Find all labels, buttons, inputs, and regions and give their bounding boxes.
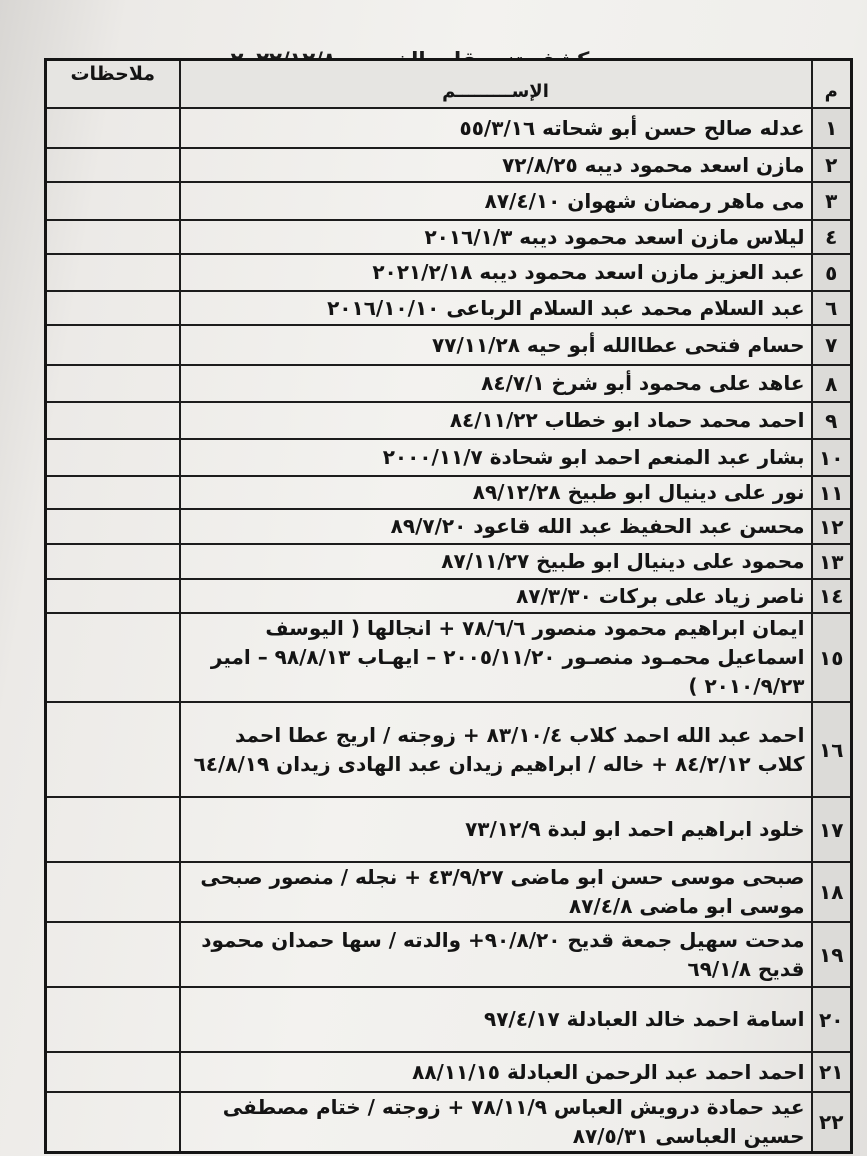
- table-row: [46, 108, 852, 148]
- row-number: ١٠: [812, 439, 852, 476]
- row-notes: [46, 579, 180, 613]
- column-header-name: الإســـــــــم: [180, 60, 812, 109]
- row-number: ١٢: [812, 509, 852, 544]
- column-header-notes: ملاحظات: [46, 60, 180, 109]
- row-notes: [46, 220, 180, 254]
- row-name: ناصر زياد على بركات ٨٧/٣/٣٠: [180, 579, 812, 613]
- row-name: بشار عبد المنعم احمد ابو شحادة ٢٠٠٠/١١/٧: [180, 439, 812, 476]
- row-name: اسامة احمد خالد العبادلة ٩٧/٤/١٧: [180, 987, 812, 1052]
- row-number: ١٩: [812, 922, 852, 987]
- row-number: ٢: [812, 148, 852, 182]
- row-number: ٢٠: [812, 987, 852, 1052]
- table-row: [46, 1052, 852, 1092]
- row-notes: [46, 476, 180, 509]
- row-number: ١٣: [812, 544, 852, 579]
- row-notes: [46, 365, 180, 402]
- coordination-table: [44, 58, 853, 1154]
- row-name: احمد محمد حماد ابو خطاب ٨٤/١١/٢٢: [180, 402, 812, 439]
- row-notes: [46, 544, 180, 579]
- table-row: [46, 579, 852, 613]
- table-row: [46, 922, 852, 987]
- table-row: [46, 291, 852, 325]
- table-row: [46, 476, 852, 509]
- row-number: ٧: [812, 325, 852, 365]
- row-number: ١١: [812, 476, 852, 509]
- table-row: [46, 544, 852, 579]
- row-notes: [46, 402, 180, 439]
- row-number: ٤: [812, 220, 852, 254]
- row-number: ٢٢: [812, 1092, 852, 1153]
- table-row: [46, 797, 852, 862]
- row-number: ١٨: [812, 862, 852, 922]
- row-notes: [46, 254, 180, 291]
- row-notes: [46, 291, 180, 325]
- row-notes: [46, 702, 180, 797]
- row-name: صبحى موسى حسن ابو ماضى ٤٣/٩/٢٧ + نجله / منصور صبحى موسى ابو ماضى ٨٧/٤/٨: [180, 862, 812, 922]
- row-number: ٢١: [812, 1052, 852, 1092]
- row-name: مازن اسعد محمود ديبه ٧٢/٨/٢٥: [180, 148, 812, 182]
- table-row: [46, 365, 852, 402]
- row-name: خلود ابراهيم احمد ابو لبدة ٧٣/١٢/٩: [180, 797, 812, 862]
- table-row: [46, 613, 852, 702]
- row-name: عبد السلام محمد عبد السلام الرباعى ٢٠١٦/١٠/١٠: [180, 291, 812, 325]
- row-notes: [46, 509, 180, 544]
- row-number: ١٧: [812, 797, 852, 862]
- row-number: ١٥: [812, 613, 852, 702]
- column-header-num: م: [812, 60, 852, 109]
- row-number: ٩: [812, 402, 852, 439]
- row-name: عيد حمادة درويش العباس ٧٨/١١/٩ + زوجته / ختام مصطفى حسين العباسى ٨٧/٥/٣١: [180, 1092, 812, 1153]
- row-notes: [46, 797, 180, 862]
- table-row: [46, 220, 852, 254]
- row-name: عبد العزيز مازن اسعد محمود ديبه ٢٠٢١/٢/١٨: [180, 254, 812, 291]
- row-number: ١: [812, 108, 852, 148]
- row-name: حسام فتحى عطاالله أبو حيه ٧٧/١١/٢٨: [180, 325, 812, 365]
- row-name: عاهد على محمود أبو شرخ ٨٤/٧/١: [180, 365, 812, 402]
- row-number: ١٦: [812, 702, 852, 797]
- row-name: مدحت سهيل جمعة قديح ٩٠/٨/٢٠+ والدته / سها حمدان محمود قديح ٦٩/١/٨: [180, 922, 812, 987]
- row-name: مى ماهر رمضان شهوان ٨٧/٤/١٠: [180, 182, 812, 220]
- table-row: [46, 702, 852, 797]
- table-row: [46, 402, 852, 439]
- row-notes: [46, 1092, 180, 1153]
- row-notes: [46, 439, 180, 476]
- row-number: ٦: [812, 291, 852, 325]
- row-number: ٥: [812, 254, 852, 291]
- row-notes: [46, 613, 180, 702]
- row-number: ١٤: [812, 579, 852, 613]
- row-name: ليلاس مازن اسعد محمود ديبه ٢٠١٦/١/٣: [180, 220, 812, 254]
- table-row: [46, 987, 852, 1052]
- row-notes: [46, 108, 180, 148]
- row-notes: [46, 922, 180, 987]
- table-row: [46, 148, 852, 182]
- row-notes: [46, 862, 180, 922]
- row-number: ٨: [812, 365, 852, 402]
- row-name: عدله صالح حسن أبو شحاته ٥٥/٣/١٦: [180, 108, 812, 148]
- row-number: ٣: [812, 182, 852, 220]
- row-notes: [46, 148, 180, 182]
- row-notes: [46, 987, 180, 1052]
- table-row: [46, 862, 852, 922]
- row-name: احمد عبد الله احمد كلاب ٨٣/١٠/٤ + زوجته / اريج عطا احمد كلاب ٨٤/٢/١٢ + خاله / ابراهيم زيدان عبد الهادى زيدان ٦٤/٨/١٩: [180, 702, 812, 797]
- row-notes: [46, 182, 180, 220]
- table-row: [46, 325, 852, 365]
- table-row: [46, 1092, 852, 1153]
- table-row: [46, 254, 852, 291]
- row-name: محسن عبد الحفيظ عبد الله قاعود ٨٩/٧/٢٠: [180, 509, 812, 544]
- row-name: ايمان ابراهيم محمود منصور ٧٨/٦/٦ + انجالها ( اليوسف اسماعيل محمـود منصـور ٢٠٠٥/١١/٢٠ – ايهـاب ٩٨/٨/١٣ – امير ٢٠١٠/٩/٢٣ ): [180, 613, 812, 702]
- table-row: [46, 509, 852, 544]
- table-row: [46, 439, 852, 476]
- row-notes: [46, 325, 180, 365]
- row-name: نور على دينيال ابو طبيخ ٨٩/١٢/٢٨: [180, 476, 812, 509]
- table-header-row: [46, 60, 852, 109]
- row-name: محمود على دينيال ابو طبيخ ٨٧/١١/٢٧: [180, 544, 812, 579]
- row-name: احمد احمد عبد الرحمن العبادلة ٨٨/١١/١٥: [180, 1052, 812, 1092]
- row-notes: [46, 1052, 180, 1092]
- table-row: [46, 182, 852, 220]
